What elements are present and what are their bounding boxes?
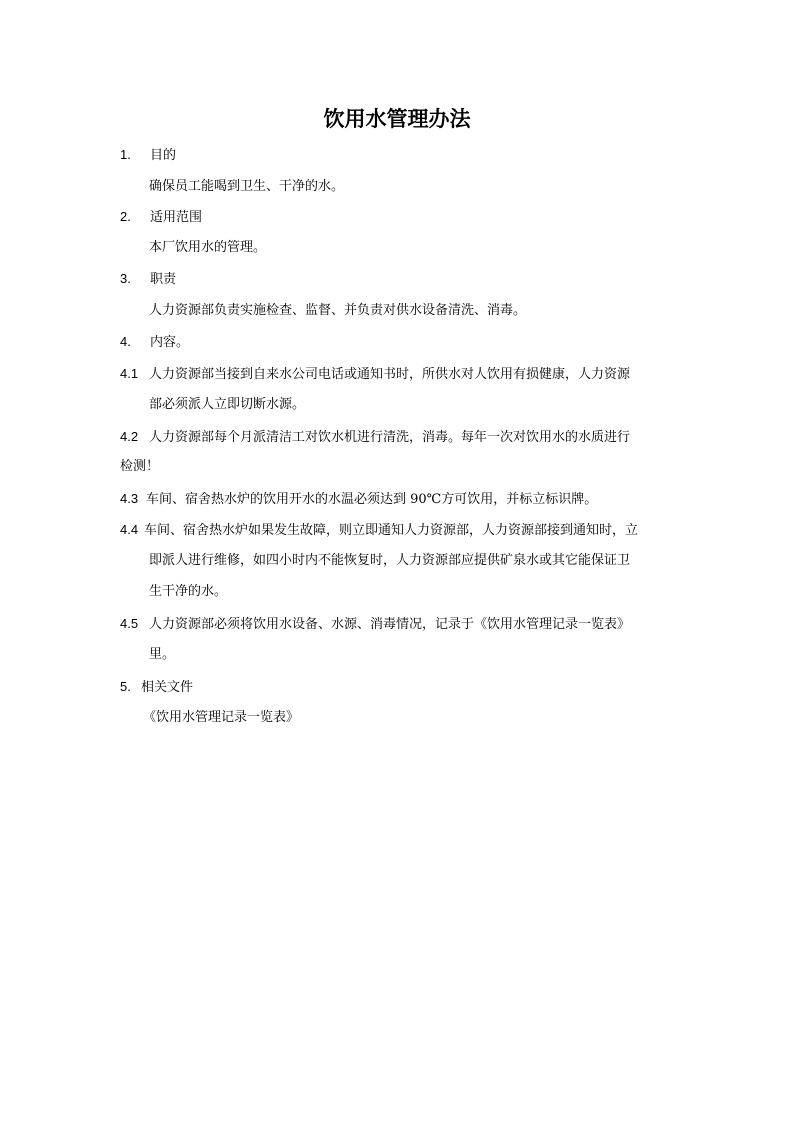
section-2-title: 适用范围 [150, 210, 203, 225]
item-4-4-line-3: 生干净的水。 [149, 584, 228, 599]
section-2-body: 本厂饮用水的管理。 [149, 240, 267, 255]
item-4-2-number: 4.2 [120, 429, 139, 444]
item-4-5-line-1 [120, 614, 630, 635]
section-1-heading [120, 145, 176, 166]
item-4-1-number: 4.1 [120, 366, 139, 381]
section-5-number: 5. [120, 679, 131, 694]
document-title: 饮用水管理办法 [323, 107, 471, 131]
section-1-body: 确保员工能喝到卫生、干净的水。 [149, 179, 345, 194]
section-5-heading [120, 677, 193, 698]
item-4-2-line-1 [120, 427, 630, 448]
item-4-5-line-2: 里。 [149, 647, 176, 662]
item-4-2-text: 人力资源部每个月派清洁工对饮水机进行清洗，消毒。每年一次对饮用水的水质进行 [149, 430, 631, 445]
section-4-title: 内容。 [150, 335, 190, 350]
section-2-heading [120, 207, 202, 228]
section-2-number: 2. [120, 209, 131, 224]
section-3-heading [120, 269, 176, 290]
item-4-1-line-2: 部必须派人立即切断水源。 [149, 397, 306, 412]
item-4-2-line-2: 检测！ [120, 459, 160, 474]
item-4-1-text: 人力资源部当接到自来水公司电话或通知书时，所供水对人饮用有损健康，人力资源 [149, 367, 631, 382]
section-1-title: 目的 [150, 148, 177, 163]
section-5-body: 《饮用水管理记录一览表》 [143, 710, 300, 725]
item-4-1-line-1 [120, 364, 630, 385]
section-3-body: 人力资源部负责实施检查、监督、并负责对供水设备清洗、消毒。 [149, 303, 527, 318]
item-4-3-number: 4.3 [120, 491, 139, 506]
item-4-3-line-1 [120, 489, 597, 510]
item-4-5-text: 人力资源部必须将饮用水设备、水源、消毒情况，记录于《饮用水管理记录一览表》 [149, 617, 631, 632]
item-4-4-line-2: 即派人进行维修，如四小时内不能恢复时，人力资源部应提供矿泉水或其它能保证卫 [149, 553, 631, 568]
item-4-5-number: 4.5 [120, 616, 139, 631]
section-4-number: 4. [120, 334, 131, 349]
section-4-heading [120, 332, 189, 353]
item-4-3-text: 车间、宿舍热水炉的饮用开水的水温必须达到 90℃方可饮用，并标立标识牌。 [146, 492, 598, 507]
section-3-title: 职责 [150, 272, 177, 287]
item-4-4-line-1 [120, 520, 638, 541]
section-1-number: 1. [120, 147, 131, 162]
item-4-4-text: 车间、宿舍热水炉如果发生故障，则立即通知人力资源部，人力资源部接到通知时，立 [144, 523, 639, 538]
section-3-number: 3. [120, 271, 131, 286]
item-4-4-number: 4.4 [120, 522, 139, 537]
section-5-title: 相关文件 [141, 680, 194, 695]
